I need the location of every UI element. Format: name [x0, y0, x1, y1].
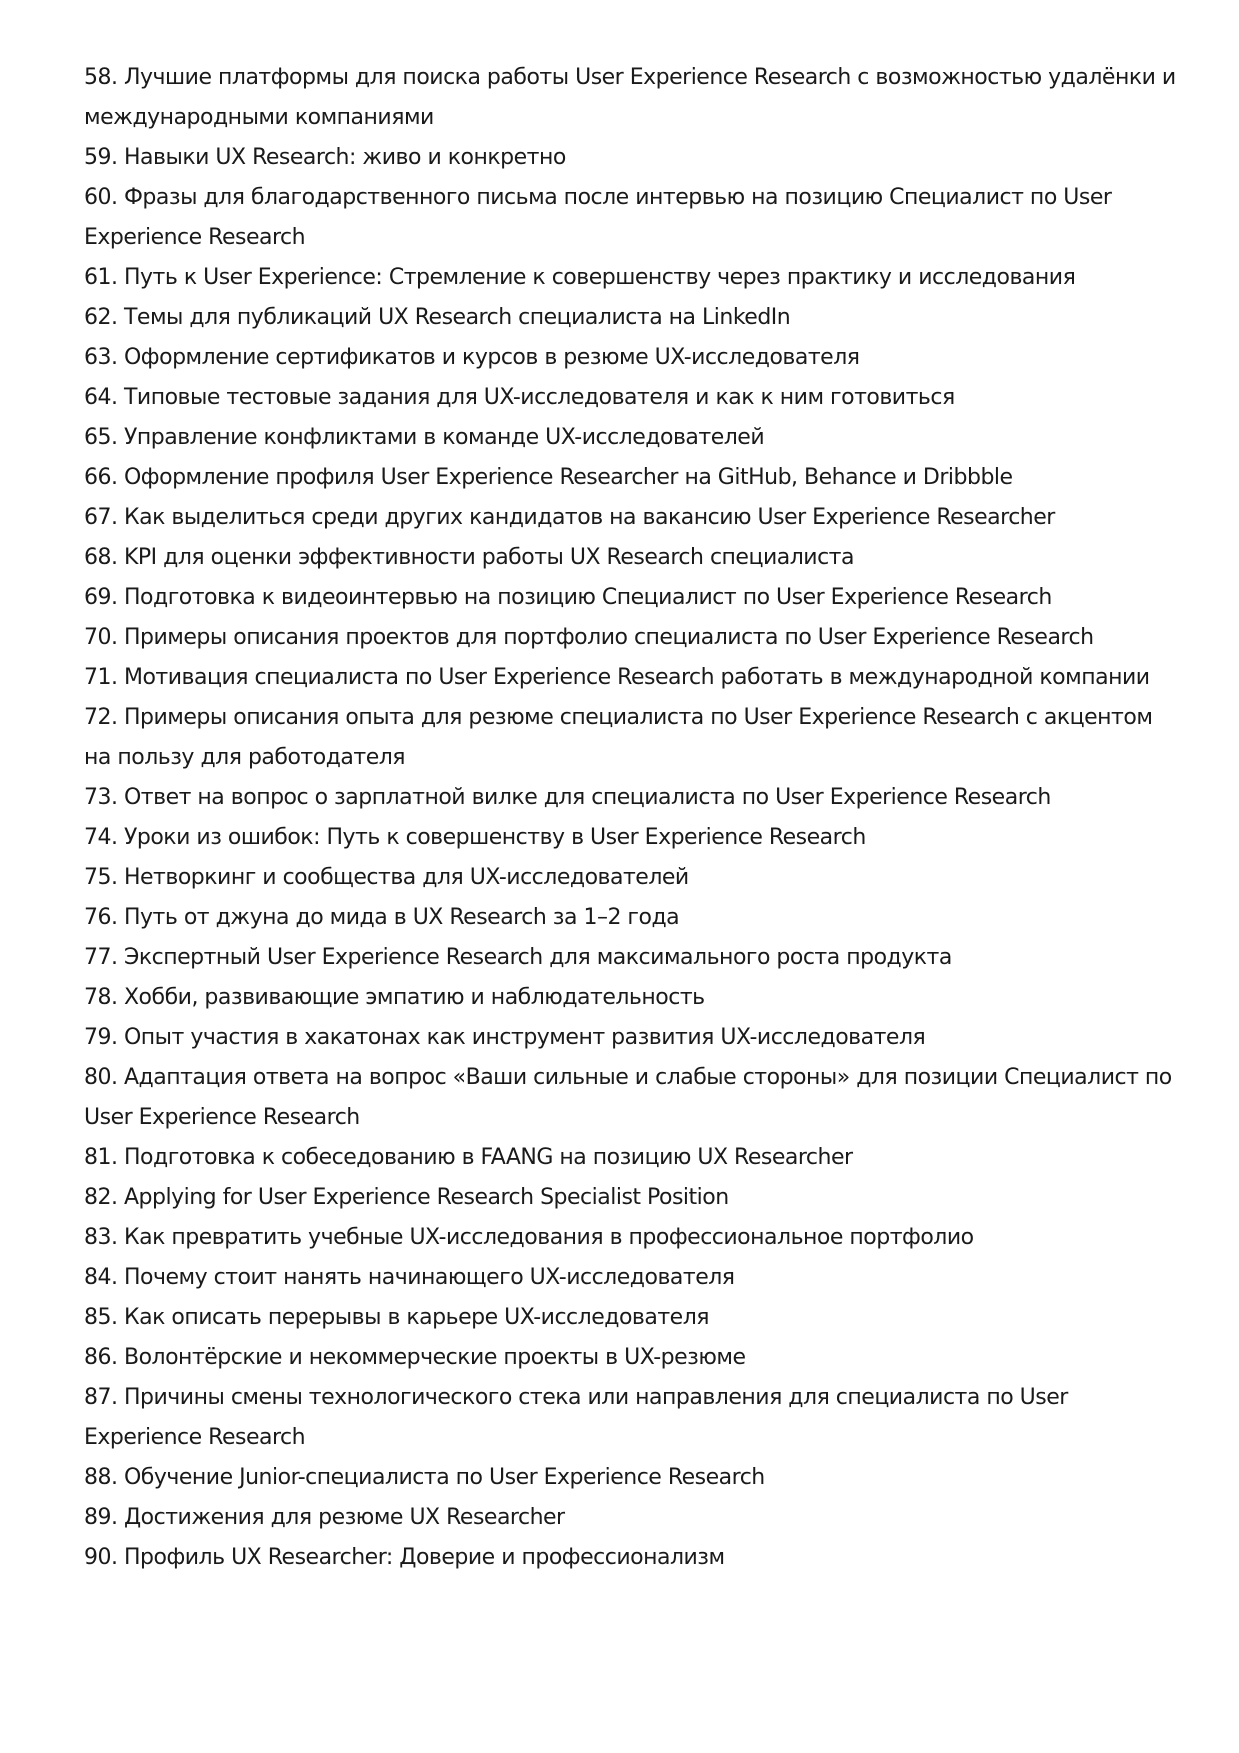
list-item: 86. Волонтёрские и некоммерческие проекты в UX-резюме	[84, 1345, 746, 1370]
document-page	[84, 58, 1180, 1578]
list-item: 85. Как описать перерывы в карьере UX-исследователя	[84, 1305, 709, 1330]
list-item: 66. Оформление профиля User Experience Researcher на GitHub, Behance и Dribbble	[84, 465, 1013, 490]
list-item: 71. Мотивация специалиста по User Experience Research работать в международной компании	[84, 665, 1150, 690]
list-item: 83. Как превратить учебные UX-исследования в профессиональное портфолио	[84, 1225, 974, 1250]
list-item: 80. Адаптация ответа на вопрос «Ваши сильные и слабые стороны» для позиции Специалист по User Experience Research	[84, 1065, 1172, 1130]
list-item: 65. Управление конфликтами в команде UX-исследователей	[84, 425, 765, 450]
list-item: 76. Путь от джуна до мида в UX Research за 1–2 года	[84, 905, 680, 930]
list-item: 60. Фразы для благодарственного письма после интервью на позицию Специалист по User Experience Research	[84, 185, 1112, 250]
list-item: 75. Нетворкинг и сообщества для UX-исследователей	[84, 865, 689, 890]
list-item: 87. Причины смены технологического стека или направления для специалиста по User Experience Research	[84, 1385, 1068, 1450]
list-item: 64. Типовые тестовые задания для UX-исследователя и как к ним готовиться	[84, 385, 955, 410]
list-item: 81. Подготовка к собеседованию в FAANG на позицию UX Researcher	[84, 1145, 853, 1170]
list-item: 90. Профиль UX Researcher: Доверие и профессионализм	[84, 1545, 725, 1570]
list-item: 79. Опыт участия в хакатонах как инструмент развития UX-исследователя	[84, 1025, 926, 1050]
list-item: 84. Почему стоит нанять начинающего UX-исследователя	[84, 1265, 735, 1290]
list-item: 61. Путь к User Experience: Стремление к совершенству через практику и исследования	[84, 265, 1076, 290]
list-item: 58. Лучшие платформы для поиска работы User Experience Research с возможностью удалёнки и международными компаниями	[84, 65, 1176, 130]
list-item: 82. Applying for User Experience Research Specialist Position	[84, 1185, 729, 1210]
list-item: 59. Навыки UX Research: живо и конкретно	[84, 145, 566, 170]
list-item: 67. Как выделиться среди других кандидатов на вакансию User Experience Researcher	[84, 505, 1055, 530]
list-item: 70. Примеры описания проектов для портфолио специалиста по User Experience Research	[84, 625, 1094, 650]
list-item: 72. Примеры описания опыта для резюме специалиста по User Experience Research с акцентом на пользу для работодателя	[84, 705, 1153, 770]
list-item: 62. Темы для публикаций UX Research специалиста на LinkedIn	[84, 305, 791, 330]
list-item: 63. Оформление сертификатов и курсов в резюме UX-исследователя	[84, 345, 860, 370]
list-item: 78. Хобби, развивающие эмпатию и наблюдательность	[84, 985, 705, 1010]
list-item: 89. Достижения для резюме UX Researcher	[84, 1505, 565, 1530]
list-item: 69. Подготовка к видеоинтервью на позицию Специалист по User Experience Research	[84, 585, 1052, 610]
list-item: 74. Уроки из ошибок: Путь к совершенству в User Experience Research	[84, 825, 866, 850]
list-item: 88. Обучение Junior-специалиста по User Experience Research	[84, 1465, 765, 1490]
list-item: 77. Экспертный User Experience Research для максимального роста продукта	[84, 945, 952, 970]
list-item: 68. KPI для оценки эффективности работы UX Research специалиста	[84, 545, 854, 570]
list-item: 73. Ответ на вопрос о зарплатной вилке для специалиста по User Experience Research	[84, 785, 1051, 810]
